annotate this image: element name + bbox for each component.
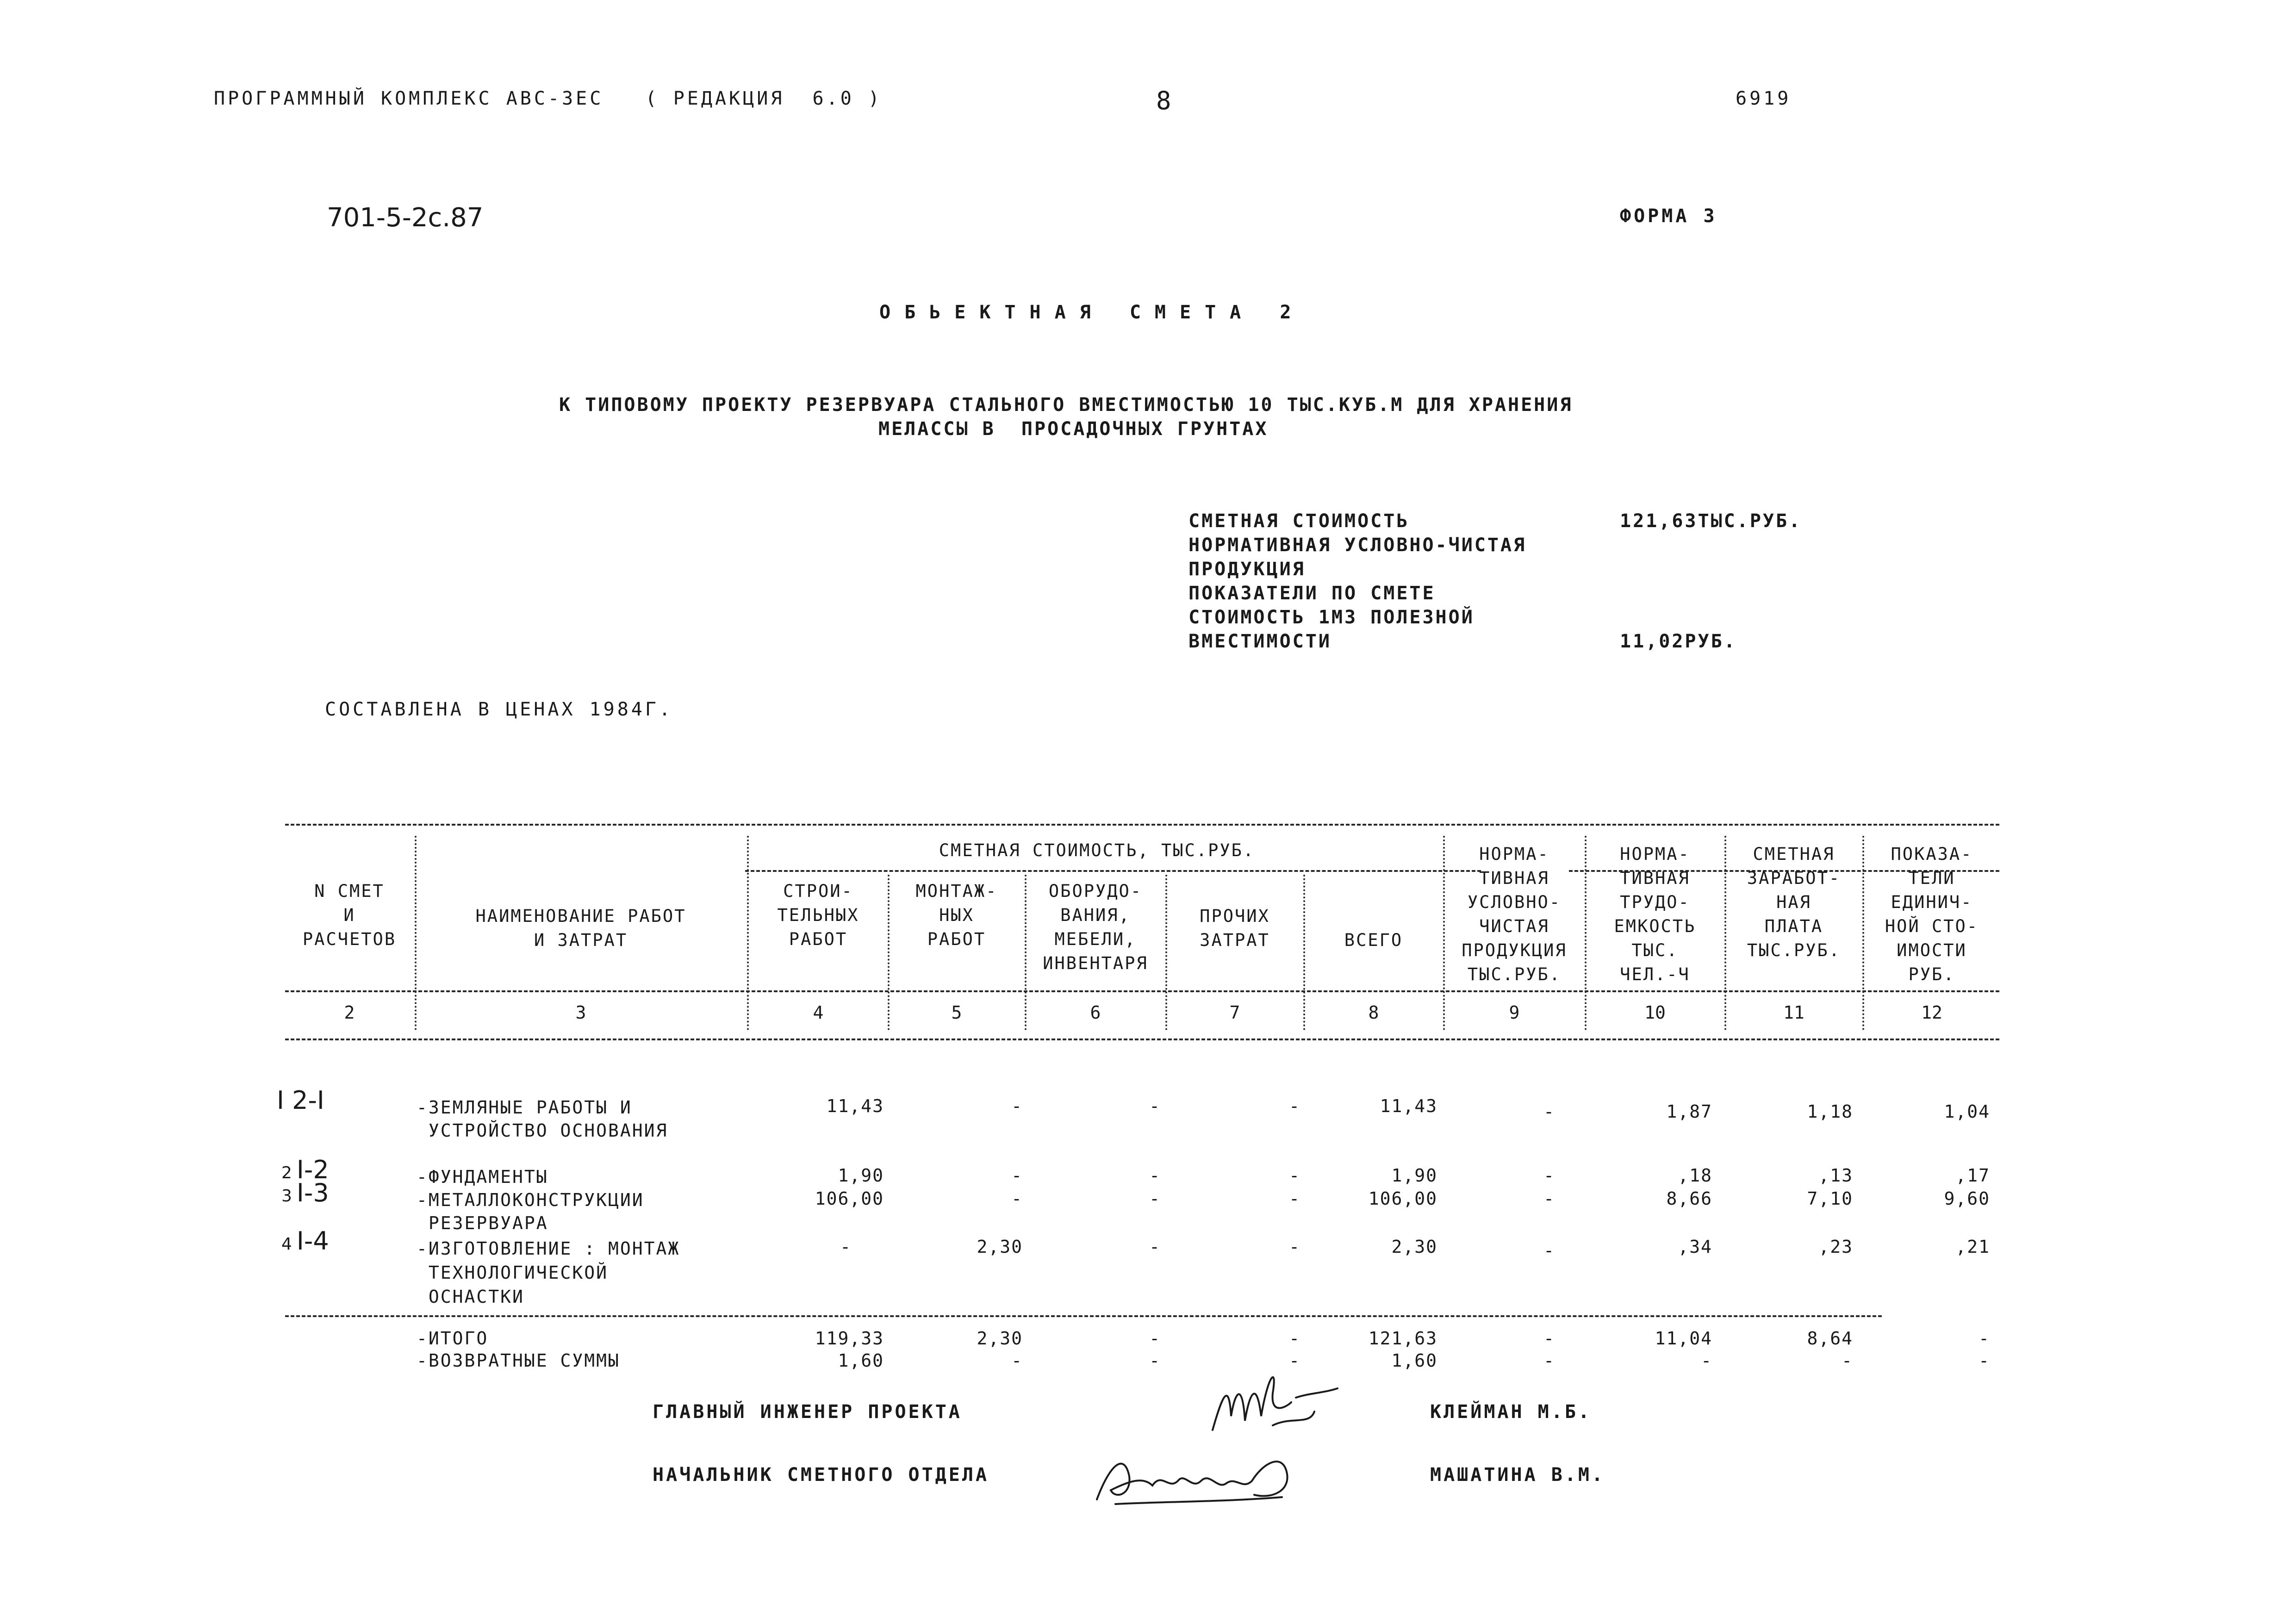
prices-note: СОСТАВЛЕНА В ЦЕНАХ 1984Г.: [325, 699, 673, 720]
totals-value: 119,33: [815, 1328, 884, 1349]
row-value: -: [840, 1237, 852, 1257]
header-equipment: ОБОРУДО- ВАНИЯ, МЕБЕЛИ, ИНВЕНТАРЯ: [1043, 881, 1148, 973]
return-sums-value: -: [1842, 1350, 1853, 1371]
header-labor-intensity: НОРМА- ТИВНАЯ ТРУДО- ЕМКОСТЬ ТЫС. ЧЕЛ.-Ч: [1614, 844, 1696, 984]
col-numbers-rule: [285, 1038, 1999, 1040]
totals-value: -: [1289, 1328, 1300, 1349]
row-id: 4 I-4: [281, 1226, 329, 1256]
totals-label: -ИТОГО: [417, 1328, 489, 1349]
group-header-rule: [745, 870, 1481, 872]
totals-value: -: [1979, 1328, 1990, 1349]
totals-value: 8,64: [1807, 1328, 1853, 1349]
info-estimated-cost-label: СМЕТНАЯ СТОИМОСТЬ: [1188, 510, 1410, 532]
info-capacity-label: ВМЕСТИМОСТИ: [1188, 631, 1332, 652]
header-construction-works: СТРОИ- ТЕЛЬНЫХ РАБОТ: [777, 881, 859, 949]
row-value: ,17: [1955, 1165, 1990, 1186]
row-value: -: [1149, 1237, 1161, 1257]
info-cost-per-m3-value: 11,02РУБ.: [1620, 631, 1737, 652]
row-value: 9,60: [1944, 1188, 1990, 1209]
return-sums-value: -: [1979, 1350, 1990, 1371]
program-header: ПРОГРАММНЫЙ КОМПЛЕКС АВС-3ЕС ( РЕДАКЦИЯ 6.0 ): [214, 88, 882, 109]
col-number: 4: [813, 1002, 824, 1023]
row-value: 7,10: [1807, 1188, 1853, 1209]
row-value: 2,30: [1391, 1237, 1437, 1257]
row-name: -МЕТАЛЛОКОНСТРУКЦИИ РЕЗЕРВУАРА: [417, 1190, 644, 1233]
row-name: -ИЗГОТОВЛЕНИЕ : МОНТАЖ ТЕХНОЛОГИЧЕСКОЙ ОСНАСТКИ: [417, 1238, 680, 1307]
totals-value: -: [1149, 1328, 1161, 1349]
row-value: 1,04: [1944, 1101, 1990, 1122]
chief-engineer-signature: [1203, 1361, 1342, 1444]
col-number: 11: [1783, 1002, 1804, 1023]
row-value: -: [1149, 1096, 1161, 1116]
row-value: 2,30: [977, 1237, 1023, 1257]
header-estimated-cost-group: СМЕТНАЯ СТОИМОСТЬ, ТЫС.РУБ.: [939, 840, 1255, 860]
subtitle-line-1: К ТИПОВОМУ ПРОЕКТУ РЕЗЕРВУАРА СТАЛЬНОГО ВМЕСТИМОСТЬЮ 10 ТЫС.КУБ.М ДЛЯ ХРАНЕНИЯ: [559, 394, 1573, 416]
row-value: 106,00: [1368, 1188, 1437, 1209]
row-value: -: [1149, 1188, 1161, 1209]
return-sums-value: -: [1543, 1350, 1555, 1371]
totals-value: -: [1543, 1328, 1555, 1349]
return-sums-value: -: [1011, 1350, 1023, 1371]
subtitle-line-2: МЕЛАССЫ В ПРОСАДОЧНЫХ ГРУНТАХ: [878, 418, 1269, 440]
table-top-rule: [285, 824, 1999, 826]
document-title: ОБЬЕКТНАЯ СМЕТА 2: [879, 302, 1305, 323]
col-number: 7: [1229, 1002, 1240, 1023]
row-name: -ЗЕМЛЯНЫЕ РАБОТЫ И УСТРОЙСТВО ОСНОВАНИЯ: [417, 1097, 668, 1141]
chief-engineer-name: КЛЕЙМАН М.Б.: [1430, 1401, 1592, 1423]
header-normative-products: НОРМА- ТИВНАЯ УСЛОВНО- ЧИСТАЯ ПРОДУКЦИЯ ТЫС.РУБ.: [1462, 844, 1567, 984]
row-value: 1,18: [1807, 1101, 1853, 1122]
header-bottom-rule: [285, 990, 1999, 992]
col-number: 12: [1921, 1002, 1942, 1023]
col-number: 3: [575, 1002, 586, 1023]
return-sums-value: -: [1701, 1350, 1712, 1371]
row-value: -: [1543, 1240, 1555, 1261]
row-value: -: [1289, 1188, 1300, 1209]
info-cost-per-m3-label: СТОИМОСТЬ 1М3 ПОЛЕЗНОЙ: [1188, 607, 1475, 628]
row-value: -: [1289, 1165, 1300, 1186]
return-sums-value: -: [1289, 1350, 1300, 1371]
totals-rule: [285, 1315, 1882, 1317]
row-value: -: [1149, 1165, 1161, 1186]
header-installation-works: МОНТАЖ- НЫХ РАБОТ: [915, 881, 998, 949]
return-sums-value: 1,60: [838, 1350, 884, 1371]
info-products-label: ПРОДУКЦИЯ: [1188, 559, 1306, 580]
header-wages: СМЕТНАЯ ЗАРАБОТ- НАЯ ПЛАТА ТЫС.РУБ.: [1747, 844, 1841, 960]
info-estimated-cost-value: 121,63ТЫС.РУБ.: [1620, 510, 1802, 532]
header-other-costs: ПРОЧИХ ЗАТРАТ: [1200, 906, 1270, 950]
return-sums-value: -: [1149, 1350, 1161, 1371]
estimate-dept-head-role: НАЧАЛЬНИК СМЕТНОГО ОТДЕЛА: [653, 1464, 989, 1486]
row-value: ,34: [1678, 1237, 1712, 1257]
col-number: 5: [951, 1002, 962, 1023]
estimate-dept-head-signature: [1088, 1444, 1296, 1513]
row-value: 106,00: [815, 1188, 884, 1209]
col-sep: [747, 836, 749, 1030]
row-value: 1,87: [1666, 1101, 1712, 1122]
row-value: ,21: [1955, 1237, 1990, 1257]
row-value: -: [1011, 1165, 1023, 1186]
row-value: 11,43: [1380, 1096, 1437, 1116]
info-indicators-label: ПОКАЗАТЕЛИ ПО СМЕТЕ: [1188, 583, 1436, 604]
col-number: 2: [344, 1002, 355, 1023]
header-total: ВСЕГО: [1344, 930, 1403, 950]
chief-engineer-role: ГЛАВНЫЙ ИНЖЕНЕР ПРОЕКТА: [653, 1401, 962, 1423]
row-value: -: [1289, 1237, 1300, 1257]
row-value: -: [1011, 1188, 1023, 1209]
row-value: 1,90: [838, 1165, 884, 1186]
row-value: ,13: [1818, 1165, 1853, 1186]
row-id: I 2-I: [277, 1086, 324, 1115]
totals-value: 11,04: [1655, 1328, 1712, 1349]
row-id: 2 I-2: [281, 1155, 329, 1184]
form-label: ФОРМА 3: [1620, 205, 1717, 227]
row-value: -: [1543, 1188, 1555, 1209]
col-number: 9: [1509, 1002, 1520, 1023]
header-estimate-number: N СМЕТ И РАСЧЕТОВ: [302, 881, 397, 949]
info-normative-label: НОРМАТИВНАЯ УСЛОВНО-ЧИСТАЯ: [1188, 535, 1527, 556]
header-unit-cost: ПОКАЗА- ТЕЛИ ЕДИНИЧ- НОЙ СТО- ИМОСТИ РУБ.: [1885, 844, 1979, 984]
return-sums-label: -ВОЗВРАТНЫЕ СУММЫ: [417, 1350, 620, 1371]
col-number: 6: [1090, 1002, 1101, 1023]
row-id: 3 I-3: [281, 1178, 329, 1207]
project-code: 701-5-2с.87: [327, 203, 484, 233]
row-value: -: [1543, 1101, 1555, 1122]
doc-number: 6919: [1736, 88, 1792, 109]
row-value: ,18: [1678, 1165, 1712, 1186]
header-work-name: НАИМЕНОВАНИЕ РАБОТ И ЗАТРАТ: [475, 906, 686, 950]
row-value: -: [1011, 1096, 1023, 1116]
row-value: 8,66: [1666, 1188, 1712, 1209]
col-number: 10: [1644, 1002, 1666, 1023]
return-sums-value: 1,60: [1391, 1350, 1437, 1371]
row-value: ,23: [1818, 1237, 1853, 1257]
row-value: -: [1289, 1096, 1300, 1116]
estimate-dept-head-name: МАШАТИНА В.М.: [1430, 1464, 1605, 1486]
totals-value: 121,63: [1368, 1328, 1437, 1349]
row-name: -ФУНДАМЕНТЫ: [417, 1167, 548, 1187]
row-value: 11,43: [826, 1096, 884, 1116]
page-number: 8: [1156, 86, 1171, 115]
col-number: 8: [1368, 1002, 1379, 1023]
row-value: -: [1543, 1165, 1555, 1186]
totals-value: 2,30: [977, 1328, 1023, 1349]
row-value: 1,90: [1391, 1165, 1437, 1186]
